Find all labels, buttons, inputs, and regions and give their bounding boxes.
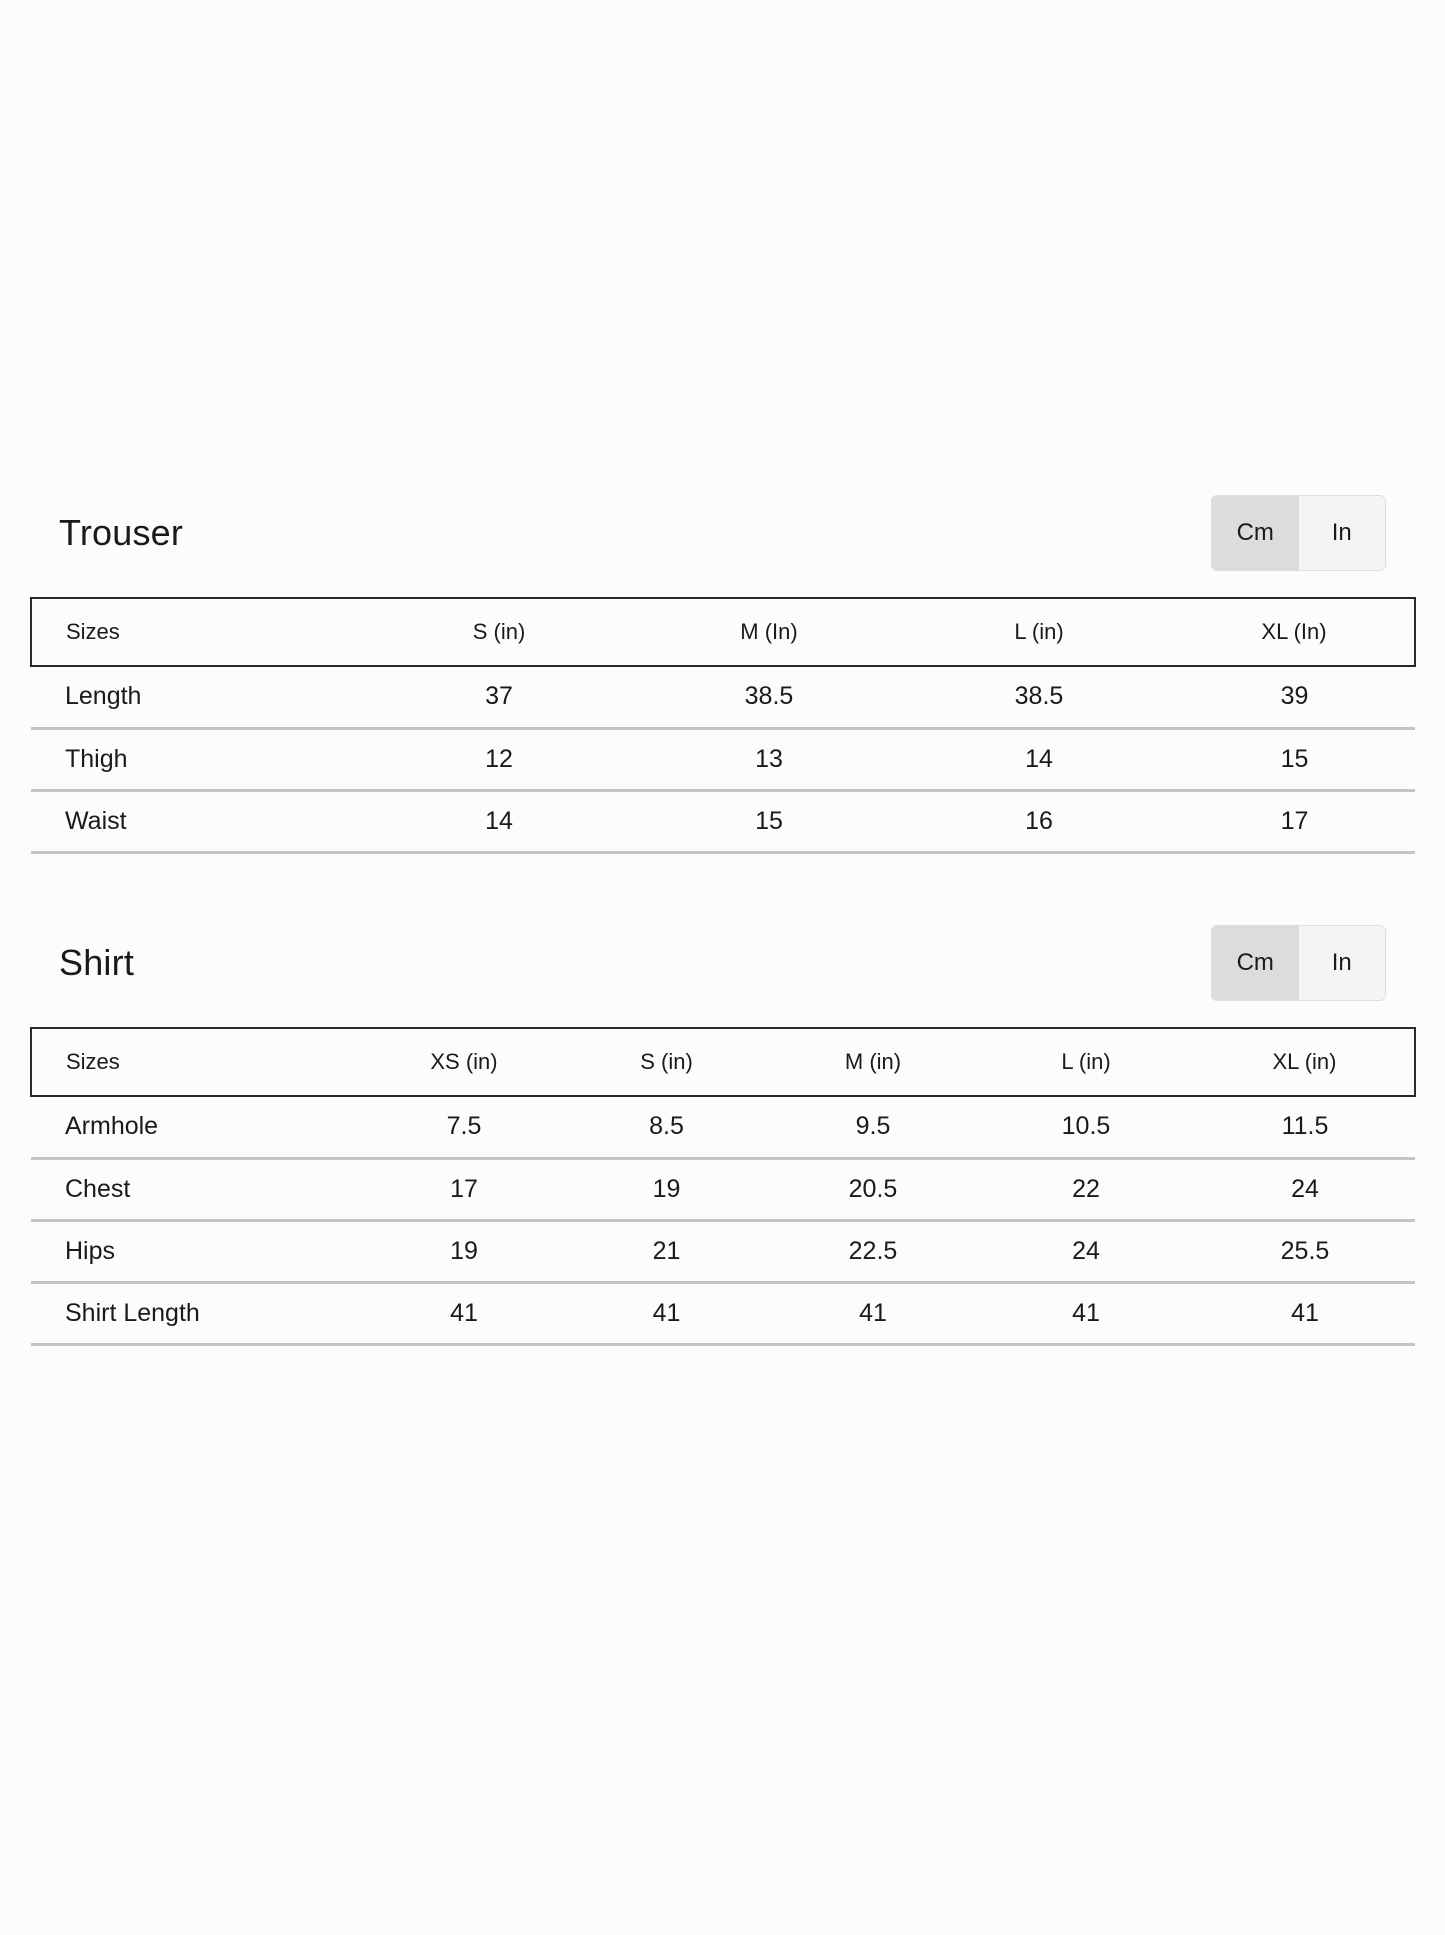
trouser-unit-cm-button[interactable]: Cm (1212, 496, 1299, 570)
row-label: Thigh (31, 728, 364, 790)
cell-value: 41 (769, 1282, 977, 1344)
cell-value: 9.5 (769, 1096, 977, 1158)
cell-value: 41 (364, 1282, 564, 1344)
row-label: Chest (31, 1158, 364, 1220)
column-header: L (in) (904, 598, 1174, 666)
table-row (31, 790, 1415, 852)
cell-value: 15 (1174, 728, 1415, 790)
cell-value: 19 (564, 1158, 769, 1220)
table-row (31, 728, 1415, 790)
column-header: S (in) (364, 598, 634, 666)
table-row (31, 1158, 1415, 1220)
cell-value: 37 (364, 666, 634, 728)
cell-value: 7.5 (364, 1096, 564, 1158)
cell-value: 8.5 (564, 1096, 769, 1158)
cell-value: 22.5 (769, 1220, 977, 1282)
row-label: Hips (31, 1220, 364, 1282)
cell-value: 41 (1195, 1282, 1415, 1344)
table-row (31, 666, 1415, 728)
cell-value: 25.5 (1195, 1220, 1415, 1282)
cell-value: 14 (364, 790, 634, 852)
trouser-unit-in-button[interactable]: In (1299, 496, 1386, 570)
cell-value: 17 (1174, 790, 1415, 852)
column-header: L (in) (977, 1028, 1195, 1096)
cell-value: 13 (634, 728, 904, 790)
table-header-row (31, 1028, 1415, 1096)
trouser-unit-toggle[interactable] (1211, 495, 1386, 571)
column-header: XS (in) (364, 1028, 564, 1096)
row-label: Shirt Length (31, 1282, 364, 1344)
cell-value: 24 (977, 1220, 1195, 1282)
shirt-header (30, 913, 1414, 1013)
shirt-size-table (30, 1027, 1416, 1346)
trouser-section (30, 483, 1414, 854)
cell-value: 22 (977, 1158, 1195, 1220)
shirt-title: Shirt (59, 942, 135, 983)
shirt-section (30, 913, 1414, 1346)
cell-value: 38.5 (634, 666, 904, 728)
cell-value: 11.5 (1195, 1096, 1415, 1158)
column-header: Sizes (31, 1028, 364, 1096)
cell-value: 12 (364, 728, 634, 790)
cell-value: 17 (364, 1158, 564, 1220)
cell-value: 14 (904, 728, 1174, 790)
column-header: XL (in) (1195, 1028, 1415, 1096)
cell-value: 16 (904, 790, 1174, 852)
table-row (31, 1096, 1415, 1158)
trouser-header (30, 483, 1414, 583)
cell-value: 24 (1195, 1158, 1415, 1220)
cell-value: 19 (364, 1220, 564, 1282)
column-header: S (in) (564, 1028, 769, 1096)
column-header: Sizes (31, 598, 364, 666)
row-label: Length (31, 666, 364, 728)
table-header-row (31, 598, 1415, 666)
cell-value: 15 (634, 790, 904, 852)
column-header: M (in) (769, 1028, 977, 1096)
cell-value: 10.5 (977, 1096, 1195, 1158)
column-header: M (In) (634, 598, 904, 666)
cell-value: 39 (1174, 666, 1415, 728)
shirt-unit-cm-button[interactable]: Cm (1212, 926, 1299, 1000)
cell-value: 20.5 (769, 1158, 977, 1220)
shirt-unit-toggle[interactable] (1211, 925, 1386, 1001)
cell-value: 41 (977, 1282, 1195, 1344)
trouser-title: Trouser (59, 512, 184, 553)
trouser-size-table (30, 597, 1416, 854)
cell-value: 21 (564, 1220, 769, 1282)
row-label: Armhole (31, 1096, 364, 1158)
table-row (31, 1220, 1415, 1282)
cell-value: 38.5 (904, 666, 1174, 728)
row-label: Waist (31, 790, 364, 852)
column-header: XL (In) (1174, 598, 1415, 666)
cell-value: 41 (564, 1282, 769, 1344)
shirt-unit-in-button[interactable]: In (1299, 926, 1386, 1000)
table-row (31, 1282, 1415, 1344)
